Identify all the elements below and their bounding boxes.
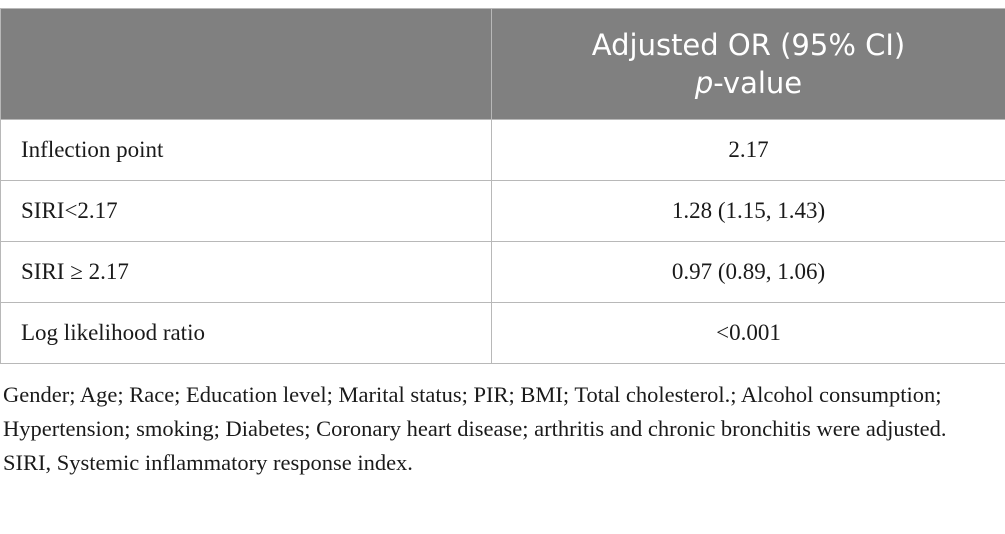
row-value: 2.17 (492, 120, 1005, 181)
row-label: SIRI<2.17 (1, 181, 492, 242)
header-p-italic: p (694, 66, 714, 100)
results-table-container (0, 8, 1005, 364)
header-label-column (1, 9, 492, 120)
table-row (1, 303, 1005, 364)
footnote-abbreviation: SIRI, Systemic inflammatory response index. (3, 450, 413, 475)
header-or-ci-label: Adjusted OR (95% CI) (591, 28, 906, 62)
table-row (1, 242, 1005, 303)
row-label: Log likelihood ratio (1, 303, 492, 364)
row-label: SIRI ≥ 2.17 (1, 242, 492, 303)
row-value: 0.97 (0.89, 1.06) (492, 242, 1005, 303)
table-footnote (3, 378, 1003, 480)
row-value: 1.28 (1.15, 1.43) (492, 181, 1005, 242)
footnote-adjusted-covariates: Gender; Age; Race; Education level; Marital status; PIR; BMI; Total cholesterol.; Alcohol consumption; Hypertension; smoking; Diabetes; Coronary heart disease; arthritis and chronic bronchitis were adjusted. (3, 382, 947, 441)
table-row (1, 181, 1005, 242)
table-header-row (1, 9, 1005, 120)
row-label: Inflection point (1, 120, 492, 181)
header-p-value-label (492, 64, 1005, 102)
header-value-column (492, 9, 1005, 120)
row-value: <0.001 (492, 303, 1005, 364)
header-p-rest: -value (713, 66, 803, 100)
results-table (0, 8, 1005, 364)
table-row (1, 120, 1005, 181)
